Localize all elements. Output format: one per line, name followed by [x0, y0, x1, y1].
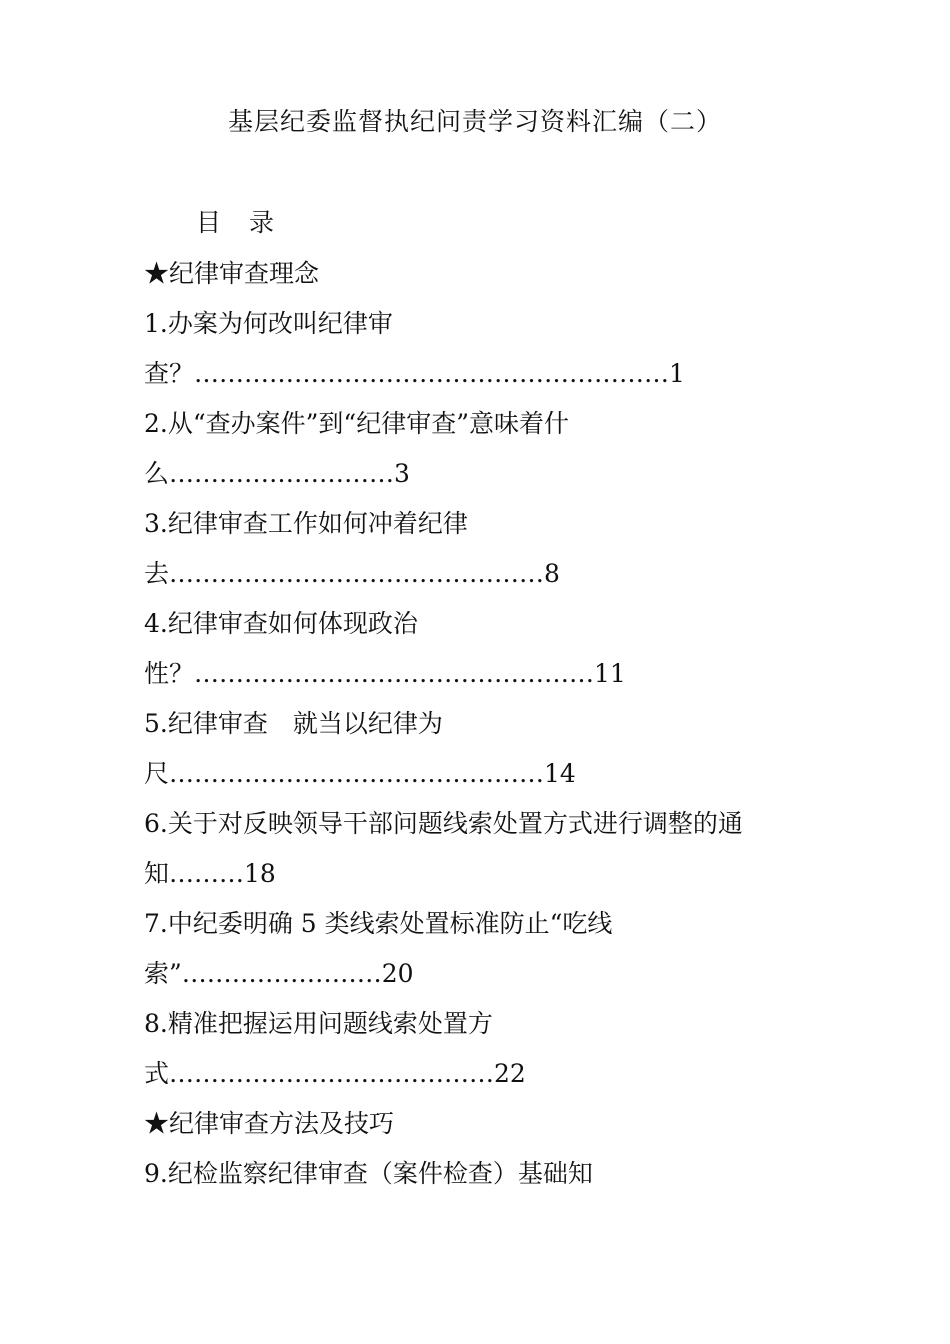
toc-entry-line: 知………18 — [144, 859, 276, 888]
toc-entry-line: 3.纪律审查工作如何冲着纪律 — [144, 509, 468, 538]
toc-entry-line: 2.从“查办案件”到“纪律审查”意味着什 — [144, 409, 569, 438]
toc-entry-line: 式…………………………………22 — [144, 1059, 526, 1088]
toc-entry-line: 索”……………………20 — [144, 959, 414, 988]
toc-entry-line: 1.办案为何改叫纪律审 — [144, 309, 393, 338]
toc-section-heading: ★纪律审查理念 — [144, 259, 320, 288]
toc-entry-line: 去………………………………………8 — [144, 559, 560, 588]
toc-entry-line: 6.关于对反映领导干部问题线索处置方式进行调整的通 — [144, 809, 743, 838]
toc-entry-line: 尺………………………………………14 — [144, 759, 576, 788]
toc-entry-line: 8.精准把握运用问题线索处置方 — [144, 1009, 493, 1038]
toc-entry-line: 性？…………………………………………11 — [144, 659, 626, 688]
toc-entry-line: 查？…………………………………………………1 — [144, 359, 685, 388]
toc-entry-line: 7.中纪委明确 5 类线索处置标准防止“吃线 — [144, 909, 613, 938]
toc-section-heading: ★纪律审查方法及技巧 — [144, 1109, 395, 1138]
toc-entry-line: 5.纪律审查 就当以纪律为 — [144, 709, 443, 738]
document-title: 基层纪委监督执纪问责学习资料汇编（二） — [227, 107, 722, 136]
toc-entry-line: 4.纪律审查如何体现政治 — [144, 609, 418, 638]
toc-entry-line: 么………………………3 — [144, 459, 410, 488]
toc-entry-line: 9.纪检监察纪律审查（案件检查）基础知 — [144, 1159, 593, 1188]
toc-heading: 目 录 — [196, 208, 284, 237]
